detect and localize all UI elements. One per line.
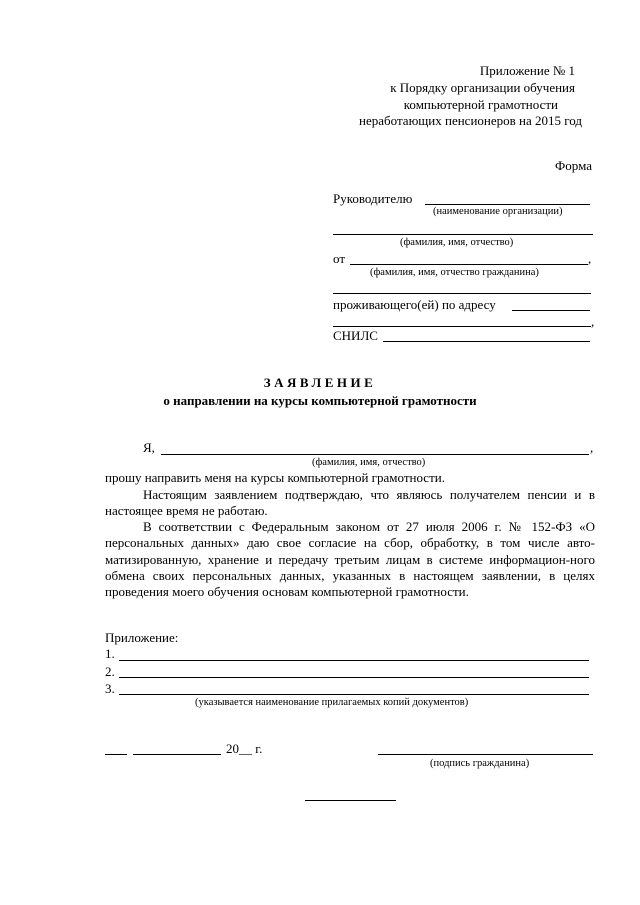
from-label: от xyxy=(333,251,346,266)
comma: , xyxy=(590,440,594,455)
head-fio-line xyxy=(333,234,593,235)
applicant-fio-line xyxy=(161,454,589,455)
address-line-2 xyxy=(333,326,591,327)
org-name-line xyxy=(425,204,590,205)
paragraph-1: прошу направить меня на курсы компьютерной грамотности. xyxy=(105,470,445,485)
snils-label: СНИЛС xyxy=(333,328,378,343)
annex-line-2: к Порядку организации обучения xyxy=(390,80,575,95)
annex-line-4: неработающих пенсионеров на 2015 год xyxy=(359,113,582,128)
attachment-item-3: 3. xyxy=(105,681,115,696)
citizen-fio-line xyxy=(350,264,588,265)
attachments-hint: (указывается наименование прилагаемых копий документов) xyxy=(195,697,469,708)
org-name-hint: (наименование организации) xyxy=(433,206,563,217)
attachment-line-3 xyxy=(119,694,589,695)
date-day-line xyxy=(105,754,127,755)
date-year: 20__ г. xyxy=(226,741,263,756)
i-label: Я, xyxy=(143,440,155,455)
attachment-line-1 xyxy=(119,660,589,661)
head-fio-hint: (фамилия, имя, отчество) xyxy=(400,237,514,248)
blank-line xyxy=(333,293,591,294)
comma: , xyxy=(591,314,595,329)
address-label: проживающего(ей) по адресу xyxy=(333,297,496,312)
signature-hint: (подпись гражданина) xyxy=(430,758,530,769)
paragraph-3: В соответствии с Федеральным законом от 27 июля 2006 г. № 152-ФЗ «О персональных данных» даю свое согласие на сбор, обработку, в том числе авто-матизированную, хранение и передачу третьим лицам в системе информацион-ного обмена своих персональных данных, указанных в настоящем заявлении, в целях проведения моего обучения основам компьютерной грамотности. xyxy=(105,519,595,600)
annex-line-1: Приложение № 1 xyxy=(479,63,575,78)
annex-line-3: компьютерной грамотности xyxy=(403,97,558,112)
document-title: ЗАЯВЛЕНИЕ xyxy=(263,375,377,390)
attachment-item-2: 2. xyxy=(105,664,115,679)
document-subtitle: о направлении на курсы компьютерной грамотности xyxy=(163,393,477,408)
address-line xyxy=(512,310,590,311)
signature-line xyxy=(378,754,593,755)
comma: , xyxy=(588,251,592,266)
attachment-line-2 xyxy=(119,677,589,678)
applicant-fio-hint: (фамилия, имя, отчество) xyxy=(312,457,426,468)
date-month-line xyxy=(133,754,221,755)
attachments-label: Приложение: xyxy=(105,630,179,645)
form-label: Форма xyxy=(555,158,592,173)
paragraph-2: Настоящим заявлением подтверждаю, что являюсь получателем пенсии и в настоящее время не работаю. xyxy=(105,487,595,519)
snils-line xyxy=(383,341,590,342)
addressee-to-label: Руководителю xyxy=(333,191,413,206)
citizen-fio-hint: (фамилия, имя, отчество гражданина) xyxy=(370,267,539,278)
closing-line xyxy=(305,800,396,801)
attachment-item-1: 1. xyxy=(105,646,115,661)
